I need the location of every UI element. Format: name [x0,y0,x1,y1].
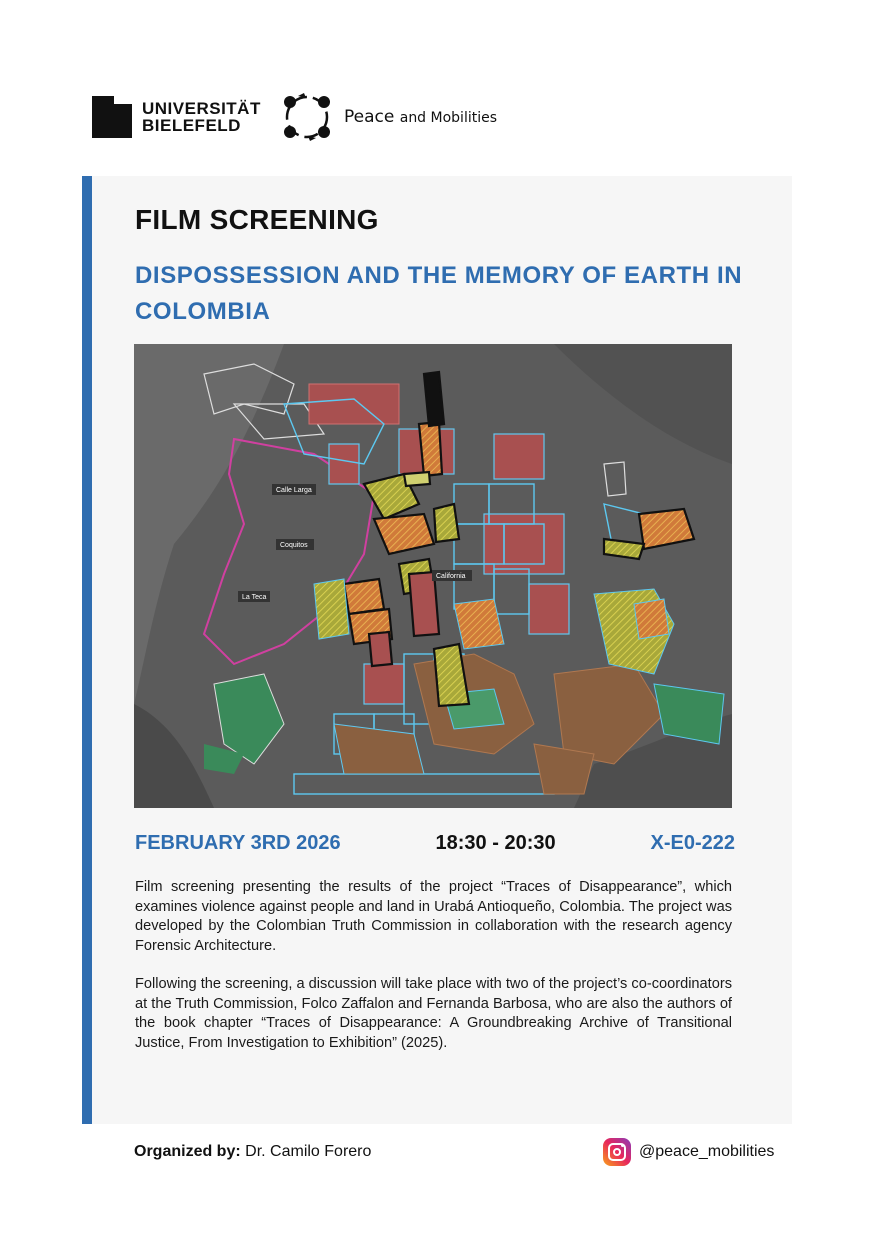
map-label-california: California [436,573,466,580]
university-line-2: BIELEFELD [142,116,241,135]
instagram-icon [603,1138,631,1166]
organizer-name: Dr. Camilo Forero [245,1143,372,1160]
description-paragraph-1: Film screening presenting the results of the project “Traces of Disappearance”, which examines violence against people and land in Urabá Antioqueño, Colombia. The project was developed by the Colombian Truth Commission in collaboration with the research agency Forensic Architecture. [135,879,732,954]
peace-mobilities-logo [278,88,497,146]
event-description [135,878,732,1072]
event-date: FEBRUARY 3RD 2026 [135,832,341,854]
event-time: 18:30 - 20:30 [435,832,556,854]
map-label-coquitos: Coquitos [280,542,308,549]
event-details [135,832,735,855]
event-room: X-E0-222 [650,832,735,854]
content-panel [82,176,792,1124]
instagram-handle[interactable]: @peace_mobilities [639,1143,775,1160]
organized-by-label: Organized by: [134,1143,241,1160]
organizer-credit [134,1143,371,1161]
accent-bar [82,176,92,1124]
instagram-link[interactable] [603,1138,774,1166]
university-name [142,100,261,134]
university-logo [92,96,261,138]
map-label-la-teca: La Teca [242,594,267,601]
page-subtitle: DISPOSSESSION AND THE MEMORY OF EARTH IN COLOMBIA [135,262,743,325]
partner-name [344,107,497,127]
partner-main: Peace [344,107,395,127]
peace-mobilities-logo-icon [278,88,336,146]
university-line-1: UNIVERSITÄT [142,99,261,118]
university-logo-icon [92,96,132,138]
description-paragraph-2: Following the screening, a discussion will take place with two of the project’s co-coordinators at the Truth Commission, Folco Zaffalon and Fernanda Barbosa, who are also the authors of the book chapter “Traces of Disappearance: A Groundbreaking Archive of Transitional Justice, From Investigation to Exhibition” (2025). [135,976,732,1051]
map-label-calle-larga: Calle Larga [276,487,312,494]
land-parcels-map [134,344,732,808]
partner-rest: and Mobilities [399,110,498,126]
page-title: FILM SCREENING [135,204,379,235]
